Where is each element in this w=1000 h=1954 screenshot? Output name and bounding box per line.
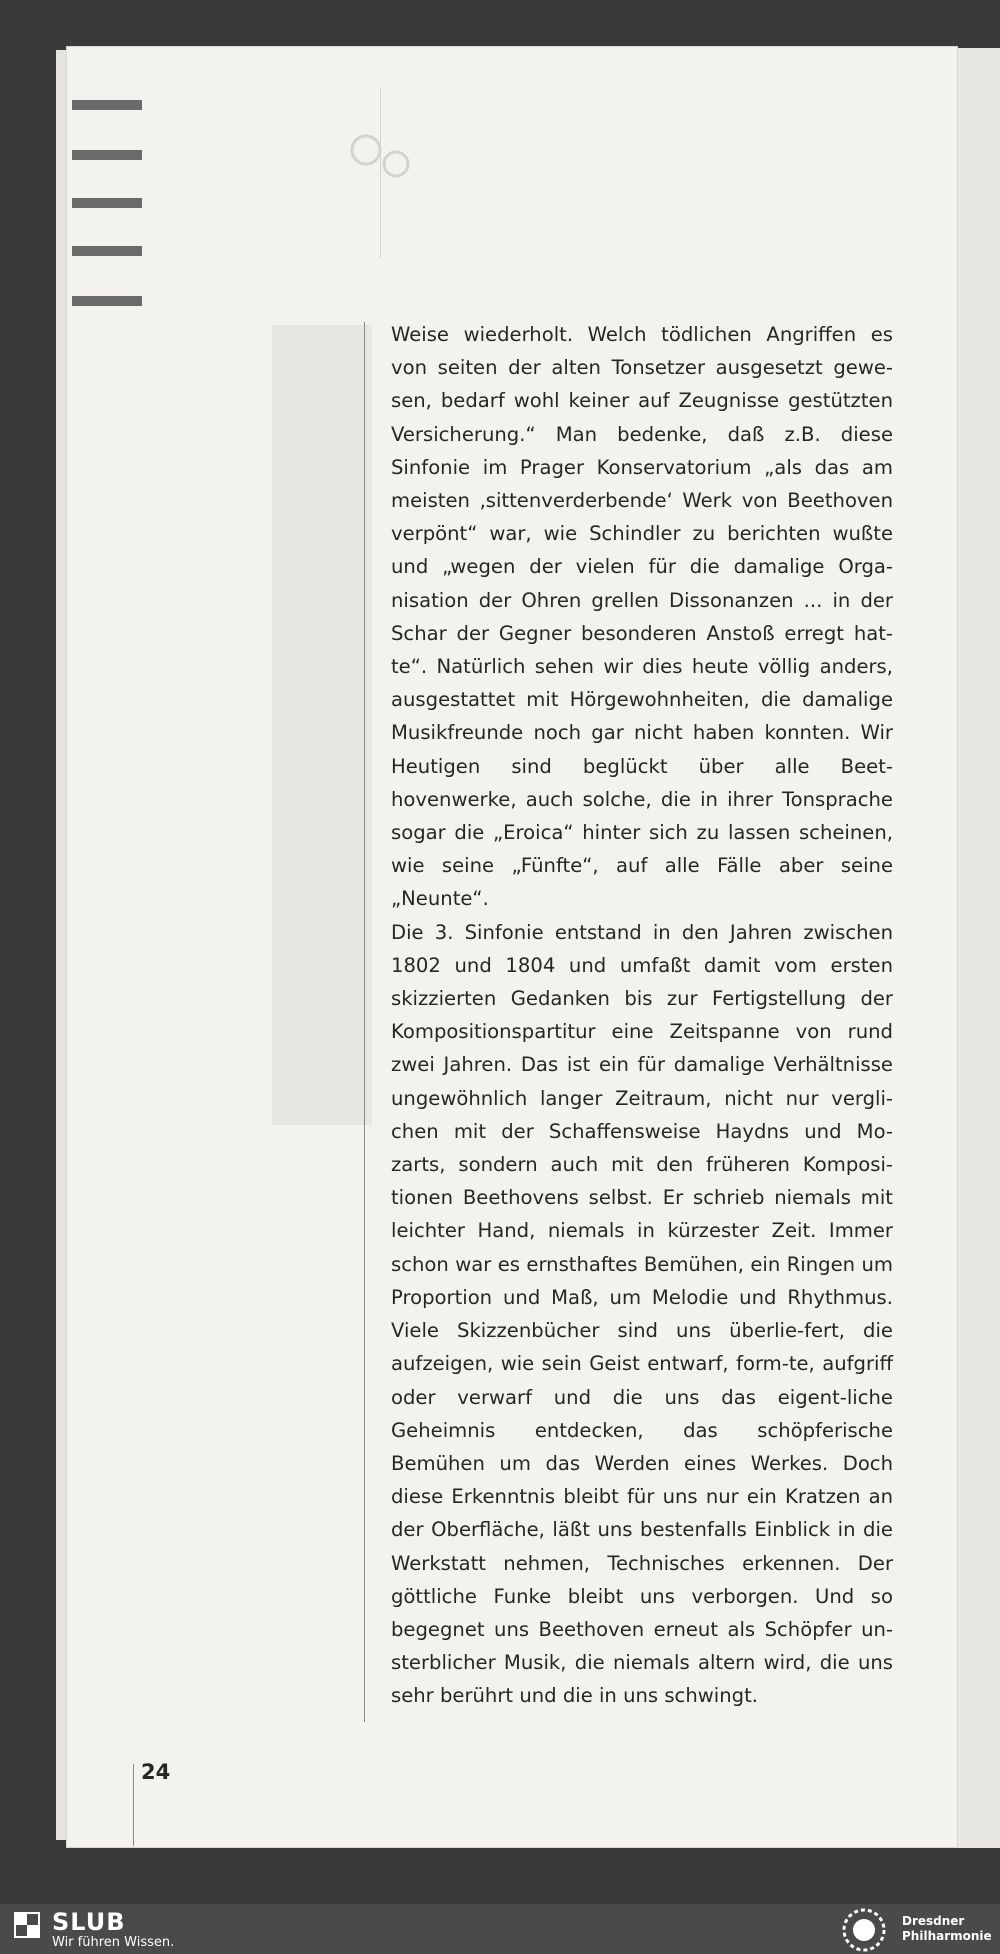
footer-rule [133, 1764, 134, 1846]
binding-mark [72, 100, 142, 110]
body-text [391, 318, 893, 1713]
page-number: 24 [141, 1760, 171, 1784]
slub-logo-icon [14, 1912, 40, 1938]
dresdner-philharmonie-logo-icon [842, 1908, 886, 1952]
footer-bar [0, 1904, 1000, 1954]
binding-mark [72, 296, 142, 306]
binding-mark [72, 198, 142, 208]
slub-tagline: Wir führen Wissen. [52, 1935, 175, 1950]
next-page-edge [958, 48, 1000, 1848]
dp-name-line: Dresdner [902, 1914, 965, 1928]
paragraph: Weise wiederholt. Welch tödlichen Angriffen es von seiten der alten Tonsetzer ausgesetzt gewe-sen, bedarf wohl keiner auf Zeugnisse gestützten Versicherung.“ Man bedenke, daß z.B. diese Sinfonie im Prager Konservatorium „als das am meisten ‚sittenverderbende‘ Werk von Beethoven verpönt“ war, wie Schindler zu berichten wußte und „wegen der vielen für die damalige Orga-nisation der Ohren grellen Dissonanzen ... in der Schar der Gegner besonderen Anstoß erregt hat-te“. Natürlich sehen wir dies heute völlig anders, ausgestattet mit Hörgewohnheiten, die damalige Musikfreunde noch gar nicht haben konnten. Wir Heutigen sind beglückt über alle Beet-hovenwerke, auch solche, die in ihrer Tonsprache sogar die „Eroica“ hinter sich zu lassen scheinen, wie seine „Fünfte“, auf alle Fälle aber seine „Neunte“. [391, 323, 893, 911]
dp-name-line: Philharmonie [902, 1929, 992, 1943]
binding-mark [72, 150, 142, 160]
column-rule [364, 322, 365, 1722]
show-through-logo [340, 130, 420, 190]
slub-name: SLUB [52, 1908, 126, 1936]
dresdner-philharmonie-name [902, 1914, 992, 1944]
show-through-image [272, 325, 372, 1125]
binding-mark [72, 246, 142, 256]
paragraph: Die 3. Sinfonie entstand in den Jahren zwischen 1802 und 1804 und umfaßt damit vom ersten skizzierten Gedanken bis zur Fertigstellung der Kompositionspartitur eine Zeitspanne von rund zwei Jahren. Das ist ein für damalige Verhältnisse ungewöhnlich langer Zeitraum, nicht nur vergli-chen mit der Schaffensweise Haydns und Mo-zarts, sondern auch mit den früheren Komposi-tionen Beethovens selbst. Er schrieb niemals mit leichter Hand, niemals in kürzester Zeit. Immer schon war es ernsthaftes Bemühen, ein Ringen um Proportion und Maß, um Melodie und Rhythmus. Viele Skizzenbücher sind uns überlie-fert, die aufzeigen, wie sein Geist entwarf, form-te, aufgriff oder verwarf und die uns das eigent-liche Geheimnis entdecken, das schöpferische Bemühen um das Werden eines Werkes. Doch diese Erkenntnis bleibt für uns nur ein Kratzen an der Oberfläche, läßt uns bestenfalls Einblick in die Werkstatt nehmen, Technisches erkennen. Der göttliche Funke bleibt uns verborgen. Und so begegnet uns Beethoven erneut als Schöpfer un-sterblicher Musik, die niemals altern wird, die uns sehr berührt und die in uns schwingt. [391, 920, 893, 1708]
